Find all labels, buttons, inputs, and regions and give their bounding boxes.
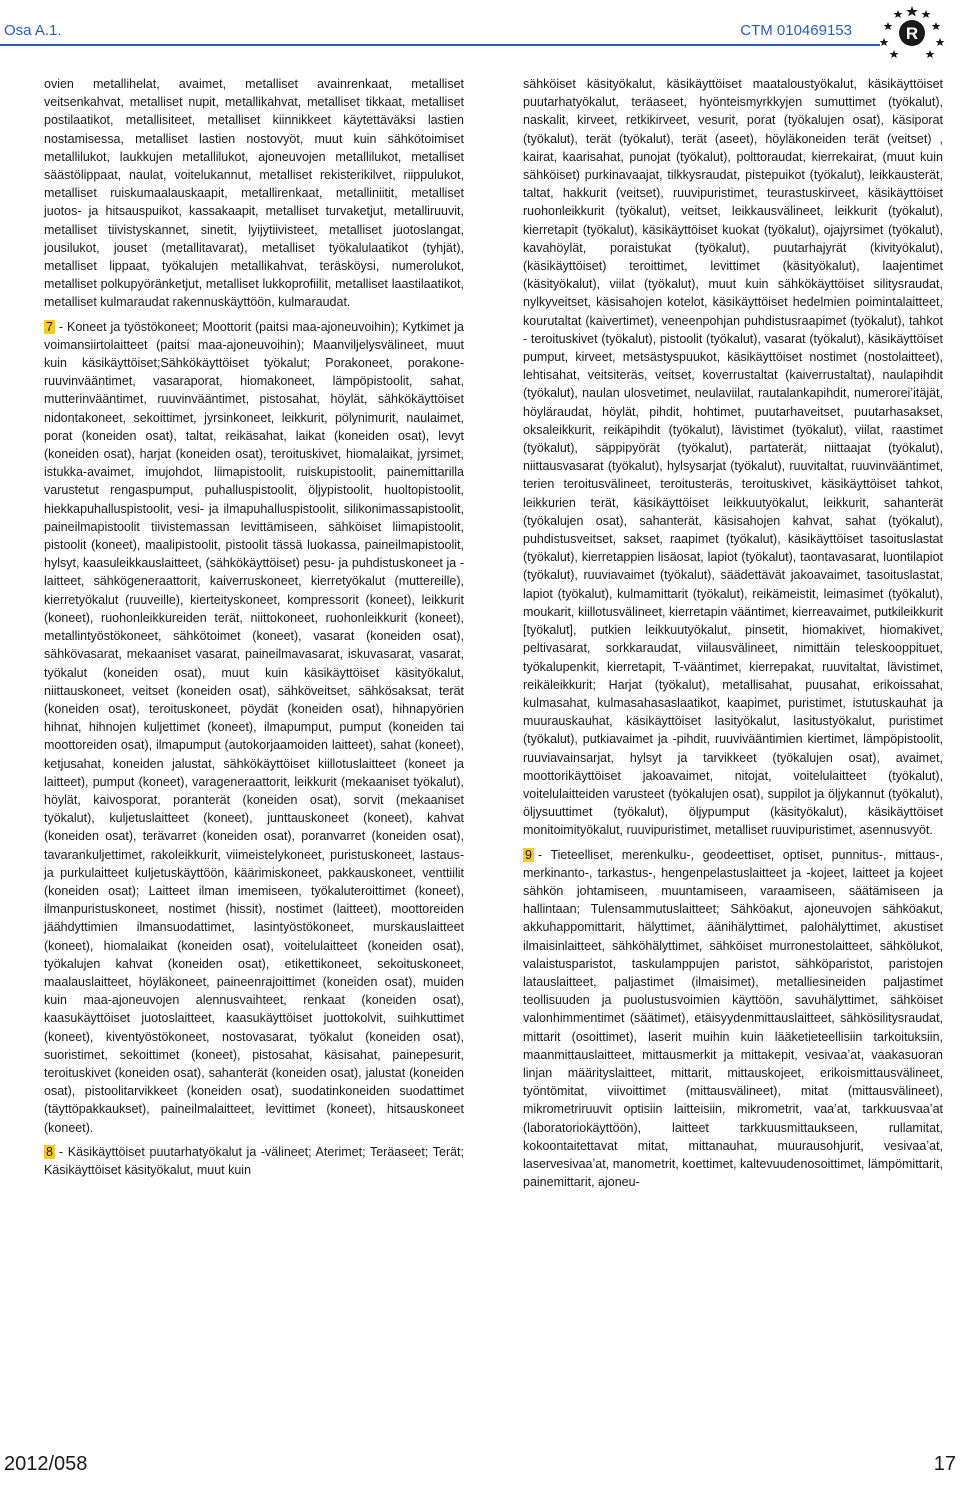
- right-column: [523, 75, 943, 1197]
- class-8-text: - Käsikäyttöiset puutarhatyökalut ja -välineet; Aterimet; Teräaseet; Terät; Käsikäyttöiset käsityökalut, muut kuin: [44, 1144, 464, 1177]
- header-rule: [0, 44, 880, 46]
- class-9-text: - Tieteelliset, merenkulku-, geodeettiset, optiset, punnitus-, mittaus-, merkinanto-, tarkastus-, hengenpelastuslaitteet ja -kojeet, laitteet ja kojeet sähkön johtamiseen, muuntamiseen, varaamiseen, säätämiseen ja hallintaan; Tulensammutuslaitteet; Sähköakut, ajoneuvojen sähköakut, akkuhappomittarit, hälyttimet, äänihälyttimet, palohälyttimet, akustiset ilmaisinlaitteet, sähköhälyttimet, sähköiset murronestolaitteet, sähkölukot, valaistusparistot, taskulamppujen paristot, sähköparistot, paristojen latauslaitteet, paljastimet (ilmaisimet), metalliesineiden paljastimet teollisuuden ja puolustusvoimien käyttöön, savuhälyttimet, sähköiset valonhimmentimet (säätimet), etäisyydenmittauslaitteet, sähkösilitysraudat, mittarit (osoittimet), laserit muihin kuin lääketieteellisiin tarkoituksiin, maanmittauslaitteet, mittausmerkit ja mittakepit, vesivaaʼat, vaakasuoran linjan määrityslaitteet, mittarit, mittauskojeet, erikoismittausvälineet, työntömitat, viivoittimet (mittausvälineet), mitat (mittausvälineet), mikrometriruuvit optisiin laitteisiin, mikrometrit, vaaʼat, tarkkuusvaaʼat (laboratoriokäyttöön), laitteet tarkkuusmittaukseen, rullamitat, kokoontaitettavat mitat, mittanauhat, muurausohjurit, vesivaaʼat, laservesivaaʼat, manometrit, koettimet, kaltevuudenosoittimet, lämpömittarit, painemittarit, ajoneu-: [523, 847, 943, 1190]
- class-number-badge: 8: [46, 1144, 53, 1159]
- reference-number: CTM 010469153: [740, 22, 852, 39]
- bulletin-number: 2012/058: [4, 1453, 88, 1475]
- paragraph: ovien metallihelat, avaimet, metalliset avainrenkaat, metalliset veitsenkahvat, metalliset nupit, metallikahvat, metalliset tikkaat, metalliset postilaatikot, metallisiteet, metalliset kiinnikkeet käytettäväksi lastien nostamisessa, metalliset lastien nostovyöt, muut kuin sähkötoimiset metallilukot, laukkujen metallilukot, ajoneuvojen metallilukot, metalliset säästölippaat, naulat, voitelukannut, metalliset rekisterikilvet, riippulukot, metalliset ruiskumaalauskaapit, metallirenkaat, metalliniitit, metalliset juotos- ja hitsauspuikot, kassakaapit, metalliset turvaketjut, metalliruuvit, metalliset tiivistyskannet, sinetit, lyijytiivisteet, metalliset juotoslangat, jousilukot, jouset (metallitavarat), metalliset työkalulaatikot (tyhjät), metalliset lippaat, työkalujen metallikahvat, teräsköysi, numerolukot, metalliset polkupyöränketjut, metalliset lukkoprofiilit, metalliset laastilaatikot, metalliset kulmaraudat rakennuskäyttöön, kulmaraudat.: [44, 77, 464, 310]
- class-number-badge: 7: [46, 319, 53, 334]
- section-label: Osa A.1.: [4, 22, 62, 39]
- left-column: [44, 75, 464, 1185]
- eu-stars-logo-icon: [872, 2, 952, 64]
- class-7-text: - Koneet ja työstökoneet; Moottorit (paitsi maa-ajoneuvoihin); Kytkimet ja voimansiirtolaitteet (paitsi maa-ajoneuvoihin); Maanviljelysvälineet, muut kuin käsikäyttöiset;Sähkökäyttöiset työkalut; Porakoneet, porakone-ruuvinvääntimet, vasaraporat, hiomakoneet, lämpöpistoolit, sahat, mutterinvääntimet, ruuvinvääntimet, pistosahat, höylät, sähkökäyttöiset nidontakoneet, sekoittimet, jyrsinkoneet, leikkurit, pölynimurit, naulaimet, porat (koneiden osat), taltat, reikäsahat, laikat (koneiden osat), levyt (koneiden osat), harjat (koneiden osat), teroituskivet, hiomalaikat, jyrsimet, istukka-avaimet, imujohdot, liimapistoolit, ruiskupistoolit, painemittarilla varustetut rengaspumput, puhalluspistoolit, öljypistoolit, huoltopistoolit, hiekkapuhalluspistoolit, vesi- ja ilmapuhalluspistoolit, silikonimassapistoolit, paineilmapistoolit tiivistemassan levittämiseen, sähköiset liimapistoolit, pistoolit (koneet), maalipistoolit, pistoolit tässä luokassa, paineilmapistoolit, hylsyt, kaasuleikkauslaitteet, (sähkökäyttöiset) pesu- ja puhdistuskoneet ja -laitteet, sähkögeneraattorit, kaiverruskoneet, kierretyökalut (muttereille), kierretyökalut (ruuveille), kierteityskoneet, kompressorit (koneet), leikkurit (koneet), ruohonleikkureiden terät, niittokoneet, ruohonleikkurit (koneet), metallintyöstökoneet, sähkötoimet (koneet), vasarat (koneiden osat), sähkövasarat, mekaaniset vasarat, paineilmavasarat, iskuvasarat, vasarat, työkalut (koneiden osat), muut kuin käsikäyttöiset käsityökalut, niittauskoneet, veitset (koneiden osat), sähköveitset, sähkösaksat, terät (koneiden osat), teroituskoneet, pöydät (koneiden osat), hihnapyörien hihnat, hihnojen kuljettimet (koneet), ilmapumput, pumput (koneiden tai moottoreiden osat), ilmapumput (autokorjaamoiden laitteet), sahat (koneet), ketjusahat, koneiden jalustat, sähkökäyttöiset kiillotuslaitteet (koneet ja laitteet), pumput (koneet), varageneraattorit, leikkurit (mekaaniset työkalut), höylät, kaivosporat, poranterät (koneiden osat), sorvit (mekaaniset työkalut), kuljetuslaitteet (koneet), junttauskoneet (koneet), kahvat (koneiden osat), terävarret (koneiden osat), poranvarret (koneiden osat), tavarankuljettimet, rakoleikkurit, viimeistelykoneet, puristuskoneet, lastaus- ja purkulaitteet kuljetuskäyttöön, käärimiskoneet, pakkauskoneet, venttiilit (koneiden osat); Laitteet ilman imemiseen, työkaluteroittimet (koneet), ilmanpuristuskoneet, nostimet (hissit), nostimet (laitteet), moottoreiden jäähdyttimien ilmansuodattimet, lasintyöstökoneet, murskauslaitteet (koneet), hiomalaikat (koneiden osat), voitelulaitteet (koneiden osat), työkalujen kahvat (koneiden osat), etikettikoneet, sekoituskoneet, maalauslaitteet, höyläkoneet, paineenrajoittimet (koneiden osat), muiden kuin maa-ajoneuvojen alennusvaihteet, renkaat (koneiden osat), kaasukäyttöiset juotoslaitteet, kaasukäyttöiset juottokolvit, suihkuttimet (koneet), kiventyöstökoneet, nostovasarat, työkalut (koneiden osat), suoristimet, sekoittimet (koneet), pistosahat, käsisahat, painepesurit, teroituskivet (koneiden osat), sahanterät (koneiden osat), jalustat (koneiden osat), pistoolitarvikkeet (koneiden osat), suodatinkoneiden suodattimet (täyttöpakkaukset), paineilmalaitteet, levittimet (koneet), hitsauskoneet (koneet).: [44, 319, 464, 1135]
- class-7-paragraph: [44, 318, 464, 1137]
- svg-text:R: R: [905, 24, 919, 43]
- page-number: 17: [933, 1453, 956, 1475]
- class-8-paragraph: [44, 1143, 464, 1179]
- class-9-paragraph: [523, 846, 943, 1192]
- paragraph: sähköiset käsityökalut, käsikäyttöiset maataloustyökalut, käsikäyttöiset puutarhatyökalut, teräaseet, hyönteismyrkkyjen sumuttimet (työkalut), naskalit, kirveet, retkikirveet, vesurit, porat (työkalujen osat), käsiporat (työkalut), terät (työkalut), terät (aseet), höyläkoneiden terät (veitset) , kairat, kaarisahat, punojat (työkalut), polttoraudat, kierrekairat, (muut kuin sähköiset) purkinavaajat, tilkkysraudat, pistepuikot (työkalut), leikkausterät, taltat, hakkurit (veitset), ruuvipuristimet, teurastuskirveet, käsikäyttöiset ruohonleikkurit (työkalut), veitset, leikkausvälineet, leikkurit (työkalut), kierretapit (työkalut), käsikäyttöiset kuokat (työkalut), ojajyrsimet (työkalut), kavahöylät, poraistukat (työkalut), puutarhajyrät (kivityökalut), (käsikäyttöiset) teroittimet, levittimet (käsityökalut), laajentimet (käsityökalut), viilat (työkalut), muut kuin sähkökäyttöiset silitysraudat, nylkyveitset, käsisahojen kotelot, käsikäyttöiset hedelmien poimintalaitteet, kourutaltat (kaivertimet), veneenpohjan puhdistusraapimet (työkalut), tahkot - teroituskivet (työkalut), pistoolit (työkalut), vasarat (työkalut), käsikäyttöiset pumput, kirveet, metsästyspuukot, käsikäyttöiset nostimet (nostolaitteet), lehtisahat, veitsiteräs, veitset, koverrustaltat (kaiverrustaltat), naulapihdit (työkalut), naulan ulosvetimet, neulaviilat, rautalankapihdit, numeroreiʼitäjät, höyläraudat, höylät, pihdit, hohtimet, puutarhaveitset, puutarhasakset, oksaleikkurit, reikäpihdit (työkalut), lävistimet (työkalut), viilat, raastimet (työkalut), säppipyörät (työkalut), partaterät, niittaajat (työkalut), niittausvasarat (työkalut), hylsysarjat (työkalut), ruuvitaltat, ruuvinvääntimet, terien teroitusvälineet, teroitusteräs, teroituskivet, käsikäyttöiset tahkot, leikkurien terät, käsikäyttöiset leikkuutyökalut, leikkurit, sahanterät (työkalujen osat), sahanterät, käsisahojen kahvat, sahat (työkalut), puhdistusveitset, sakset, raapimet (työkalut), käsikäyttöiset tasoituslastat (työkalut), kierretappien lisäosat, lapiot (työkalut), taontavasarat, luontilapiot (työkalut), ruuviavaimet (työkalut), säädettävät jakoavaimet, tasoituslastat, lapiot (työkalut), kulmamittarit (työkalut), reikämeistit, leimasimet (työkalut), moukarit, kiillotusvälineet, kierretapin vääntimet, kierreavaimet, putkileikkurit [työkalut], putkien leikkuutyökalut, pinsetit, hiomakivet, hiomakivet, peltivasarat, sorkkaraudat, viilausvälineet, nimittäin teleskooppituet, työkalupenkit, kierretapit, T-vääntimet, kierrepakat, ruuvitaltat, lävistimet, reikäleikkurit; Harjat (työkalut), metallisahat, puusahat, erikoissahat, kulmasahat, kulmasahasaslaatikot, kaapimet, puristimet, istutuskauhat ja muurauskauhat, käsikäyttöiset lasityökalut, lasitustyökalut, puristimet (työkalut), putkiavaimet ja -pihdit, ruuvivääntimien kiertimet, lämpöpistoolit, ruuviavainsarjat, hylsyt ja tarvikkeet (työkalujen osat), avaimet, moottorikäyttöiset jakoavaimet, nitojat, voitelulaitteet (työkalut), voitelulaitteiden varusteet (työkalujen osat), suppilot ja öljykannut (työkalut), öljysuuttimet (työkalut), öljypumput (käsityökalut), käsikäyttöiset monitoimityökalut, ruuvipuristimet, metalliset ruuvipuristimet, asennusvyöt.: [523, 77, 943, 838]
- class-number-badge: 9: [525, 847, 532, 862]
